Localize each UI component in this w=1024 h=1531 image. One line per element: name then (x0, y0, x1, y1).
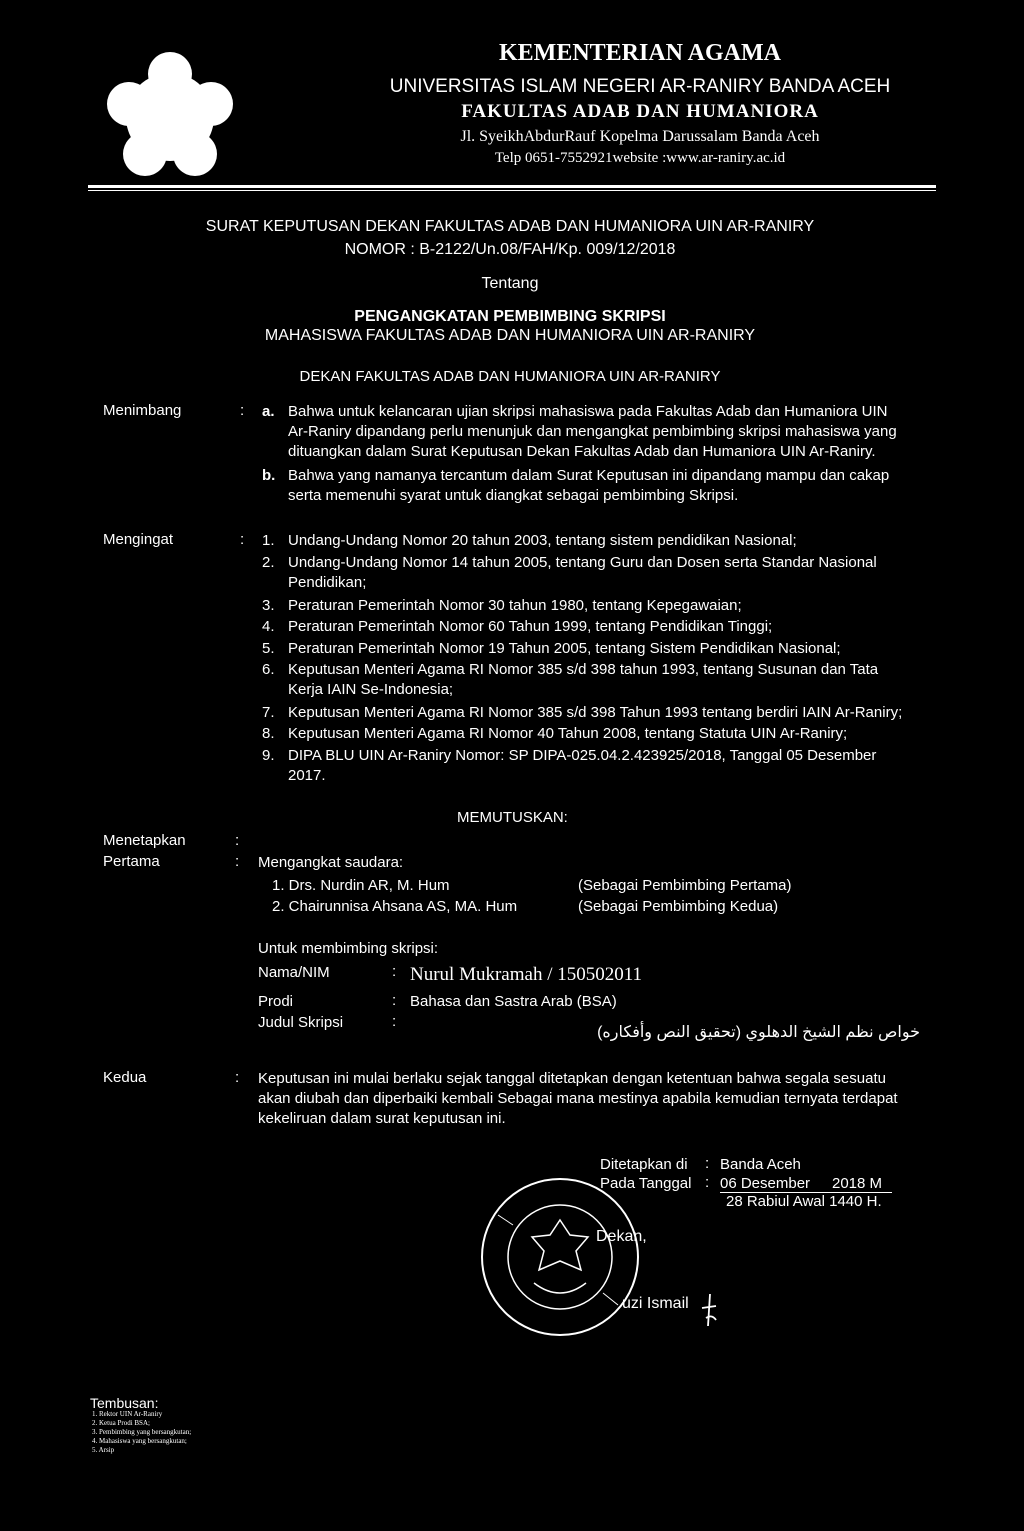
nama-nim-value: Nurul Mukramah / 150502011 (410, 964, 643, 985)
subject-line-1: PENGANGKATAN PEMBIMBING SKRIPSI (354, 308, 666, 325)
item-line: Pendidikan; (288, 574, 367, 591)
tembusan-item: 1. Rektor UIN Ar-Raniry (92, 1410, 163, 1418)
ditetapkan-colon: : (705, 1155, 710, 1172)
item-line: DIPA BLU UIN Ar-Raniry Nomor: SP DIPA-025.04.2.423925/2018, Tanggal 05 Desember (288, 747, 877, 764)
university-name: UNIVERSITAS ISLAM NEGERI AR-RANIRY BANDA ACEH (389, 76, 891, 97)
item-line: Peraturan Pemerintah Nomor 30 tahun 1980, tentang Kepegawaian; (288, 597, 742, 614)
memutuskan-heading: MEMUTUSKAN: (457, 809, 568, 826)
item-line: Keputusan Menteri Agama RI Nomor 385 s/d 398 tahun 1993, tentang Susunan dan Tata (288, 661, 879, 678)
official-stamp (478, 1175, 643, 1340)
item-marker: b. (262, 467, 276, 484)
item-marker: 5. (262, 640, 275, 657)
subject-line-2: MAHASISWA FAKULTAS ADAB DAN HUMANIORA UIN AR-RANIRY (264, 327, 756, 344)
item-line: Undang-Undang Nomor 14 tahun 2005, tentang Guru dan Dosen serta Standar Nasional (288, 554, 877, 571)
menimbang-colon: : (240, 402, 245, 419)
header-rule (88, 185, 936, 188)
item-marker: 6. (262, 661, 275, 678)
mengingat-colon: : (240, 531, 245, 548)
advisor-1-name: 1. Drs. Nurdin AR, M. Hum (272, 877, 450, 894)
ditetapkan-value: Banda Aceh (720, 1156, 801, 1173)
kedua-line: kekeliruan dalam surat keputusan ini. (258, 1110, 506, 1127)
tembusan-item: 4. Mahasiswa yang bersangkutan; (92, 1437, 187, 1445)
item-marker: 7. (262, 704, 275, 721)
item-line: 2017. (288, 767, 326, 784)
prodi-colon: : (392, 992, 397, 1009)
faculty-name: FAKULTAS ADAB DAN HUMANIORA (461, 101, 819, 122)
tembusan-item: 3. Pembimbing yang bersangkutan; (92, 1428, 192, 1436)
menimbang-label: Menimbang (103, 402, 182, 419)
tembusan-label: Tembusan: (90, 1395, 159, 1411)
header-rule-thin (88, 190, 936, 191)
prodi-label: Prodi (258, 993, 294, 1010)
signatory-title: Dekan, (596, 1228, 647, 1245)
item-line: Bahwa untuk kelancaran ujian skripsi mahasiswa pada Fakultas Adab dan Humaniora UIN (288, 403, 888, 420)
kedua-label: Kedua (103, 1069, 147, 1086)
tembusan-item: 2. Ketua Prodi BSA; (92, 1419, 150, 1427)
mengingat-label: Mengingat (103, 531, 174, 548)
tentang-label: Tentang (481, 275, 539, 292)
item-line: Bahwa yang namanya tercantum dalam Surat Keputusan ini dipandang mampu dan cakap (288, 467, 890, 484)
university-logo (105, 52, 235, 182)
item-marker: 2. (262, 554, 275, 571)
pertama-intro: Mengangkat saudara: (258, 854, 404, 871)
pertama-label: Pertama (103, 853, 160, 870)
kedua-colon: : (235, 1069, 240, 1086)
menetapkan-colon: : (235, 832, 240, 849)
nama-nim-colon: : (392, 963, 397, 980)
dekan-heading: DEKAN FAKULTAS ADAB DAN HUMANIORA UIN AR-RANIRY (299, 368, 721, 385)
item-line: Keputusan Menteri Agama RI Nomor 40 Tahun 2008, tentang Statuta UIN Ar-Raniry; (288, 725, 848, 742)
kedua-line: Keputusan ini mulai berlaku sejak tanggal ditetapkan dengan ketentuan bahwa segala sesuatu (258, 1070, 886, 1087)
advisor-2-role: (Sebagai Pembimbing Kedua) (578, 898, 779, 915)
item-marker: 1. (262, 532, 275, 549)
contact-line: Telp 0651-7552921website :www.ar-raniry.ac.id (494, 150, 786, 166)
judul-label: Judul Skripsi (258, 1014, 344, 1031)
tanggal-colon: : (705, 1174, 710, 1191)
item-line: serta memenuhi syarat untuk diangkat sebagai pembimbing Skripsi. (288, 487, 739, 504)
kedua-text (258, 1069, 948, 1129)
judul-colon: : (392, 1013, 397, 1030)
item-marker: 3. (262, 597, 275, 614)
tanggal-year: 2018 M (832, 1175, 883, 1192)
tembusan-list (92, 1410, 191, 1455)
decree-title: SURAT KEPUTUSAN DEKAN FAKULTAS ADAB DAN HUMANIORA UIN AR-RANIRY (205, 218, 815, 235)
decree-number: NOMOR : B-2122/Un.08/FAH/Kp. 009/12/2018 (344, 241, 676, 258)
tanggal-label: Pada Tanggal (600, 1175, 692, 1192)
item-line: Keputusan Menteri Agama RI Nomor 385 s/d 398 Tahun 1993 tentang berdiri IAIN Ar-Raniry; (288, 704, 903, 721)
item-marker: 8. (262, 725, 275, 742)
signatory-name-fragment: uzi Ismail (622, 1295, 689, 1312)
item-line: Undang-Undang Nomor 20 tahun 2003, tentang sistem pendidikan Nasional; (288, 532, 797, 549)
item-marker: 9. (262, 747, 275, 764)
kedua-line: akan diubah dan diperbaiki kembali Sebagai mana mestinya apabila kemudian ternyata terdapat (258, 1090, 898, 1107)
signature-stroke (698, 1292, 720, 1328)
item-line: Kerja IAIN Se-Indonesia; (288, 681, 454, 698)
hijri-date: 28 Rabiul Awal 1440 H. (726, 1193, 882, 1210)
advisor-2-name: 2. Chairunnisa Ahsana AS, MA. Hum (272, 898, 518, 915)
item-line: Peraturan Pemerintah Nomor 60 Tahun 1999, tentang Pendidikan Tinggi; (288, 618, 773, 635)
untuk-membimbing: Untuk membimbing skripsi: (258, 940, 439, 957)
pertama-colon: : (235, 853, 240, 870)
item-marker: 4. (262, 618, 275, 635)
item-line: Peraturan Pemerintah Nomor 19 Tahun 2005, tentang Sistem Pendidikan Nasional; (288, 640, 841, 657)
prodi-value: Bahasa dan Sastra Arab (BSA) (410, 993, 617, 1010)
tembusan-item: 5. Arsip (92, 1446, 115, 1454)
address-line: Jl. SyeikhAbdurRauf Kopelma Darussalam Banda Aceh (460, 128, 820, 145)
item-marker: a. (262, 403, 275, 420)
menetapkan-label: Menetapkan (103, 832, 186, 849)
ministry-title: KEMENTERIAN AGAMA (498, 40, 781, 66)
judul-value: خواص نظم الشيخ الدهلوي (تحقيق النص وأفكاره) (597, 1024, 920, 1041)
ditetapkan-label: Ditetapkan di (600, 1156, 688, 1173)
item-line: dituangkan dalam Surat Keputusan Dekan Fakultas Adab dan Humaniora UIN Ar-Raniry. (288, 443, 876, 460)
tanggal-value: 06 Desember (720, 1175, 811, 1192)
advisor-1-role: (Sebagai Pembimbing Pertama) (578, 877, 792, 894)
item-line: Ar-Raniry dipandang perlu menunjuk dan mengangkat pembimbing skripsi mahasiswa yang (288, 423, 897, 440)
nama-nim-label: Nama/NIM (258, 964, 330, 981)
